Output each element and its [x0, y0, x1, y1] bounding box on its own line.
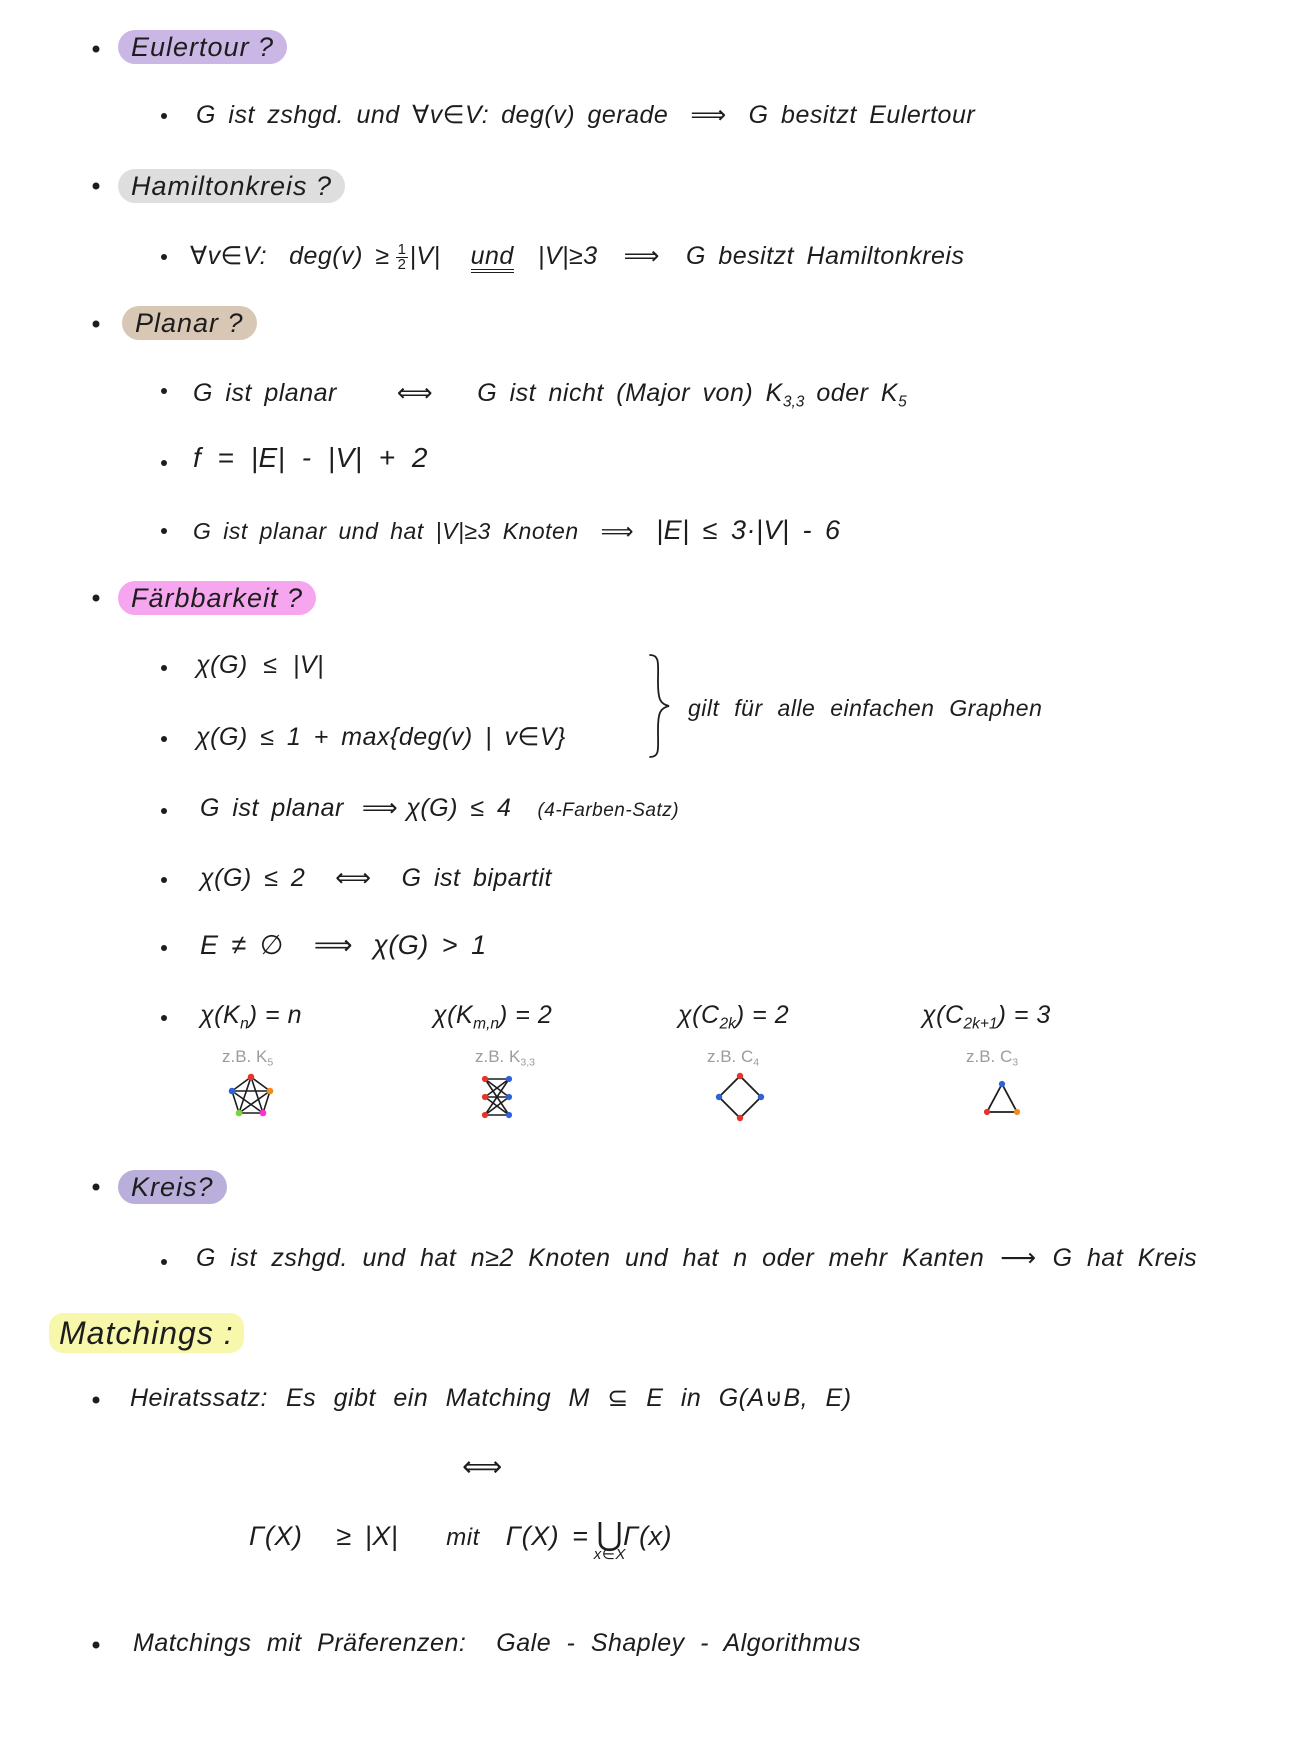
k33-vertex [506, 1112, 512, 1118]
bipartite-premise: χ(G) ≤ 2 [200, 864, 306, 892]
hall-label: Heiratssatz: [130, 1384, 268, 1412]
edge-bound-conclusion: |E| ≤ 3·|V| - 6 [656, 515, 841, 545]
example-complete-bipartite [433, 998, 552, 1041]
heading-kreis [118, 1170, 227, 1204]
bullet [161, 945, 167, 951]
bullet [93, 46, 100, 53]
example-hint-c4 [707, 1046, 759, 1074]
example-formula-pre: χ(C [678, 1001, 720, 1029]
heading-hamiltonkreis-text: Hamiltonkreis ? [131, 171, 333, 201]
kuratowski-theorem [193, 376, 907, 419]
four-color-conclusion: χ(G) ≤ 4 [406, 794, 512, 822]
example-formula-sub: 2k [719, 1015, 736, 1033]
c4-vertex [716, 1094, 722, 1100]
implies-arrow: ⟹ [361, 794, 399, 822]
bullet [93, 1642, 100, 1649]
c4-edge [740, 1076, 761, 1097]
c3-vertex [1014, 1109, 1020, 1115]
k5-vertex [236, 1110, 243, 1117]
heading-planar-text: Planar ? [135, 308, 244, 338]
example-formula-sub: n [240, 1015, 249, 1033]
bullet [161, 388, 167, 394]
union-operator-group [593, 1516, 626, 1563]
brace-stroke [650, 655, 669, 757]
bullet [161, 254, 167, 260]
example-formula-pre: χ(K [200, 1001, 241, 1029]
planar-edge-bound [193, 513, 841, 548]
example-formula-sub: m,n [473, 1015, 499, 1033]
kuratowski-premise: G ist planar [193, 379, 337, 407]
c4-edge [740, 1097, 761, 1118]
k33-subscript: 3,3 [782, 393, 805, 411]
example-formula-pre: χ(K [433, 1001, 474, 1029]
nonempty-edges-criterion [200, 928, 487, 962]
preferences-algorithm: Gale - Shapley - Algorithmus [496, 1629, 861, 1657]
k33-vertex [506, 1076, 512, 1082]
chromatic-bound-vertices [196, 648, 324, 682]
bullet [161, 665, 167, 671]
example-hint-sub: 3 [1012, 1056, 1019, 1069]
nonempty-premise: E ≠ ∅ [200, 930, 284, 960]
connector-und: und [471, 243, 514, 273]
k33-graph-drawing [477, 1071, 517, 1123]
example-hint-c3 [966, 1046, 1018, 1074]
criterion-condition: deg(v) gerade [501, 101, 669, 129]
c4-edge [719, 1097, 740, 1118]
cycle-criterion [196, 1241, 1197, 1275]
hall-statement: Es gibt ein Matching M ⊆ E in G(A⊍B, E) [285, 1384, 852, 1412]
example-hint-text: z.B. K [475, 1047, 521, 1066]
gamma-rhs: Γ(X) = [505, 1521, 589, 1551]
bullet [93, 1184, 100, 1191]
euler-formula-text: f = |E| - |V| + 2 [193, 442, 428, 473]
example-even-cycle [678, 998, 789, 1041]
quantifier: ∀v∈V: [190, 242, 268, 270]
equivalence-arrow: ⟺ [396, 379, 434, 407]
preferences-label: Matchings mit Präferenzen: [133, 1629, 467, 1657]
c3-vertex [999, 1081, 1005, 1087]
k33-vertex [506, 1094, 512, 1100]
bullet [93, 183, 100, 190]
one-half-fraction [396, 240, 409, 273]
bullet [93, 1397, 100, 1404]
c4-vertex [737, 1115, 743, 1121]
k5-edge [239, 1091, 270, 1113]
example-complete-graph [200, 998, 302, 1041]
example-hint-sub: 3,3 [520, 1056, 535, 1069]
bullet [93, 321, 100, 328]
four-color-theorem [200, 791, 679, 828]
kuratowski-or-text: oder K [816, 379, 899, 407]
heading-hamiltonkreis [118, 169, 345, 203]
implies-arrow: ⟹ [623, 242, 660, 270]
criterion-conclusion: G besitzt Hamiltonkreis [685, 242, 965, 270]
bounds-note-text: gilt für alle einfachen Graphen [688, 695, 1043, 721]
bipartite-conclusion: G ist bipartit [401, 864, 552, 892]
example-hint-text: z.B. C [966, 1047, 1013, 1066]
chromatic-bound-degree [196, 720, 566, 754]
k33-vertex [482, 1076, 488, 1082]
k5-vertex [229, 1088, 236, 1095]
example-formula-post: ) = 3 [997, 1001, 1051, 1029]
bounds-note [688, 691, 1042, 725]
union-symbol: ⋃ [596, 1516, 624, 1552]
kuratowski-minor-text: G ist nicht (Major von) K [477, 379, 783, 407]
k5-vertex [248, 1074, 255, 1081]
bullet [161, 1259, 167, 1265]
bullet [161, 460, 167, 466]
example-hint-k33 [475, 1046, 535, 1074]
hall-condition [249, 1516, 673, 1563]
k5-graph-drawing [226, 1071, 276, 1123]
example-formula-sub: 2k+1 [963, 1015, 998, 1033]
heading-matchings-text: Matchings : [59, 1315, 234, 1351]
criterion-premise: G ist zshgd. und ∀v∈V: [196, 101, 490, 129]
fraction-denominator: 2 [397, 255, 407, 273]
fraction-numerator: 1 [397, 240, 407, 258]
example-formula-post: ) = 2 [735, 1001, 790, 1029]
gamma-mit: mit [446, 1524, 480, 1551]
heading-kreis-text: Kreis? [131, 1172, 214, 1202]
example-hint-k5 [222, 1046, 273, 1074]
heading-faerbbarkeit-text: Färbbarkeit ? [131, 583, 304, 613]
implies-arrow: ⟹ [690, 101, 727, 129]
union-index: x∈X [593, 1546, 626, 1563]
curly-brace [646, 652, 674, 760]
example-hint-sub: 5 [267, 1056, 274, 1069]
c3-vertex [984, 1109, 990, 1115]
edge-bound-premise: G ist planar und hat |V|≥3 Knoten [193, 518, 579, 544]
eulertour-criterion [196, 98, 975, 132]
cycle-premise: G ist zshgd. und hat n≥2 Knoten und hat n oder mehr Kanten [196, 1244, 985, 1272]
c4-vertex [737, 1073, 743, 1079]
example-hint-text: z.B. K [222, 1047, 268, 1066]
k5-vertex [267, 1088, 274, 1095]
bullet [161, 808, 167, 814]
example-formula-post: ) = n [248, 1001, 303, 1029]
k5-vertex [260, 1110, 267, 1117]
bullet [93, 595, 100, 602]
four-color-note: (4-Farben-Satz) [537, 800, 680, 821]
implies-arrow: ⟹ [313, 930, 354, 960]
degree-condition: deg(v) ≥ [289, 242, 390, 270]
bound-vertices-text: χ(G) ≤ |V| [196, 651, 325, 679]
equivalence-arrow: ⟺ [335, 864, 372, 892]
example-hint-text: z.B. C [707, 1047, 754, 1066]
heading-planar [122, 306, 257, 340]
bullet [161, 877, 167, 883]
c4-graph-drawing [715, 1072, 765, 1122]
bipartite-criterion [200, 861, 552, 895]
bullet [161, 113, 167, 119]
heading-eulertour-text: Eulertour ? [131, 32, 275, 62]
heading-faerbbarkeit [118, 581, 316, 615]
bullet [161, 1015, 167, 1021]
c4-vertex [758, 1094, 764, 1100]
k5-edge [232, 1091, 263, 1113]
heading-eulertour [118, 30, 287, 64]
example-odd-cycle [922, 998, 1051, 1041]
gamma-relation: ≥ |X| [336, 1521, 399, 1551]
c4-edge [719, 1076, 740, 1097]
gamma-lhs: Γ(X) [249, 1521, 303, 1551]
dirac-criterion [190, 239, 965, 273]
size-condition: |V|≥3 [537, 242, 598, 270]
four-color-premise: G ist planar [200, 794, 344, 822]
implies-arrow: ⟶ [1000, 1244, 1037, 1272]
k33-vertex [482, 1094, 488, 1100]
example-formula-pre: χ(C [922, 1001, 964, 1029]
bullet [161, 528, 167, 534]
k5-subscript: 5 [898, 393, 907, 411]
hall-marriage-theorem [130, 1381, 852, 1415]
c3-edge [1002, 1084, 1017, 1112]
criterion-conclusion: G besitzt Eulertour [748, 101, 976, 129]
equivalence-arrow: ⟺ [462, 1451, 503, 1482]
cycle-conclusion: G hat Kreis [1052, 1244, 1198, 1272]
bound-degree-text: χ(G) ≤ 1 + max{deg(v) | v∈V} [196, 723, 566, 751]
heading-matchings [49, 1313, 244, 1353]
k33-vertex [482, 1112, 488, 1118]
euler-formula [193, 441, 428, 475]
bullet [161, 736, 167, 742]
c3-graph-drawing [982, 1079, 1022, 1117]
implies-arrow: ⟹ [600, 518, 635, 544]
stable-matching-line [133, 1626, 861, 1660]
c3-edge [987, 1084, 1002, 1112]
vertex-count: |V| [409, 242, 441, 270]
gamma-tail: Γ(x) [623, 1521, 673, 1551]
example-formula-post: ) = 2 [499, 1001, 553, 1029]
nonempty-conclusion: χ(G) > 1 [373, 930, 487, 960]
example-hint-sub: 4 [753, 1056, 760, 1069]
hall-equivalence [462, 1450, 503, 1484]
